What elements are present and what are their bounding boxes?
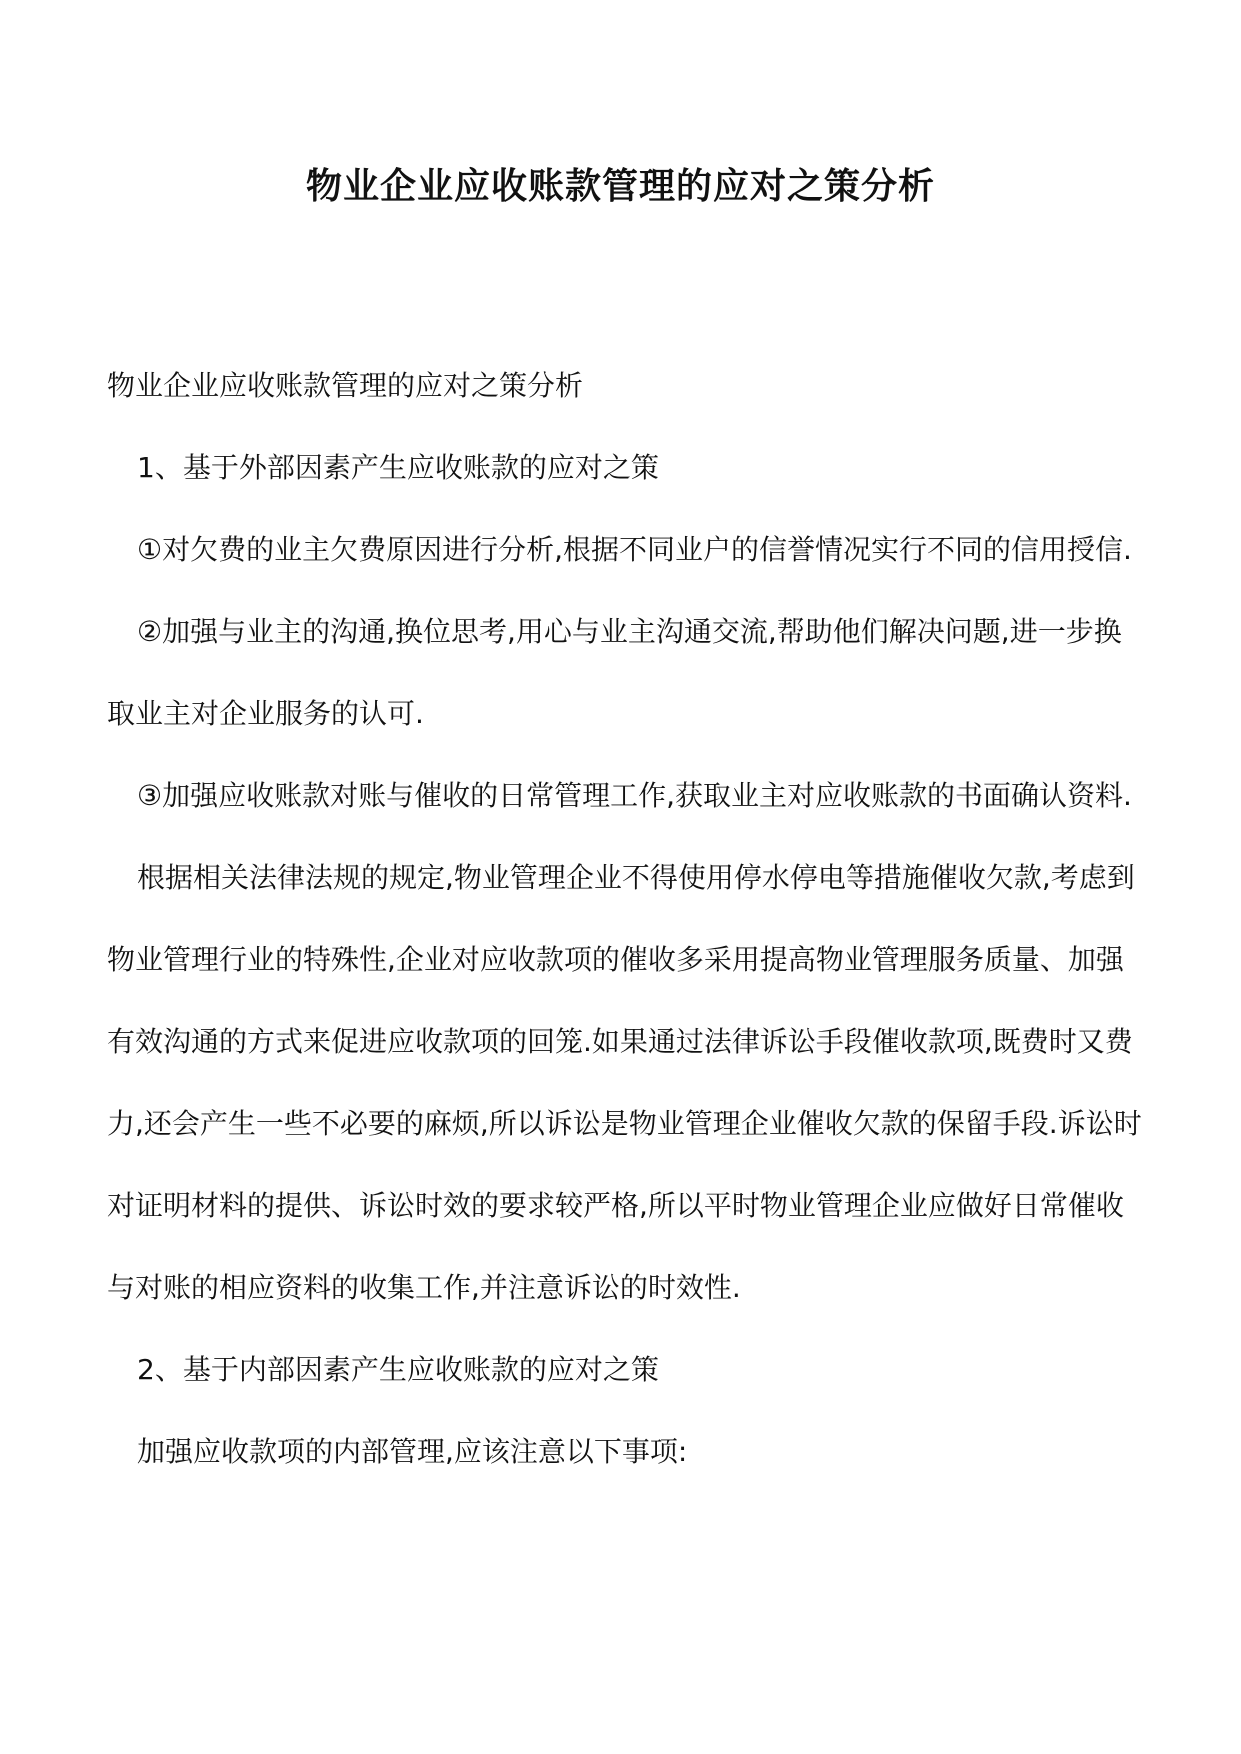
paragraph-legal-note: 根据相关法律法规的规定,物业管理企业不得使用停水停电等措施催收欠款,考虑到物业管理行业的特殊性,企业对应收款项的催收多采用提高物业管理服务质量、加强有效沟通的方式来促进应收款项的回笼.如果通过法律诉讼手段催收款项,既费时又费力,还会产生一些不必要的麻烦,所以诉讼是物业管理企业催收欠款的保留手段.诉讼时对证明材料的提供、诉讼时效的要求较严格,所以平时物业管理企业应做好日常催收与对账的相应资料的收集工作,并注意诉讼的时效性. [107, 861, 1142, 1304]
paragraph-item-3: ③加强应收账款对账与催收的日常管理工作,获取业主对应收账款的书面确认资料. [137, 779, 1132, 812]
paragraph-item-2: ②加强与业主的沟通,换位思考,用心与业主沟通交流,帮助他们解决问题,进一步换取业主对企业服务的认可. [107, 615, 1122, 730]
document-body [107, 345, 1143, 1493]
document-title: 物业企业应收账款管理的应对之策分析 [305, 165, 935, 207]
section-heading-external: 1、基于外部因素产生应收账款的应对之策 [137, 451, 659, 484]
section-heading-internal: 2、基于内部因素产生应收账款的应对之策 [137, 1353, 659, 1386]
paragraph-item-1: ①对欠费的业主欠费原因进行分析,根据不同业户的信誉情况实行不同的信用授信. [137, 533, 1132, 566]
body-heading: 物业企业应收账款管理的应对之策分析 [107, 369, 584, 402]
paragraph-internal-intro: 加强应收款项的内部管理,应该注意以下事项: [137, 1435, 688, 1468]
